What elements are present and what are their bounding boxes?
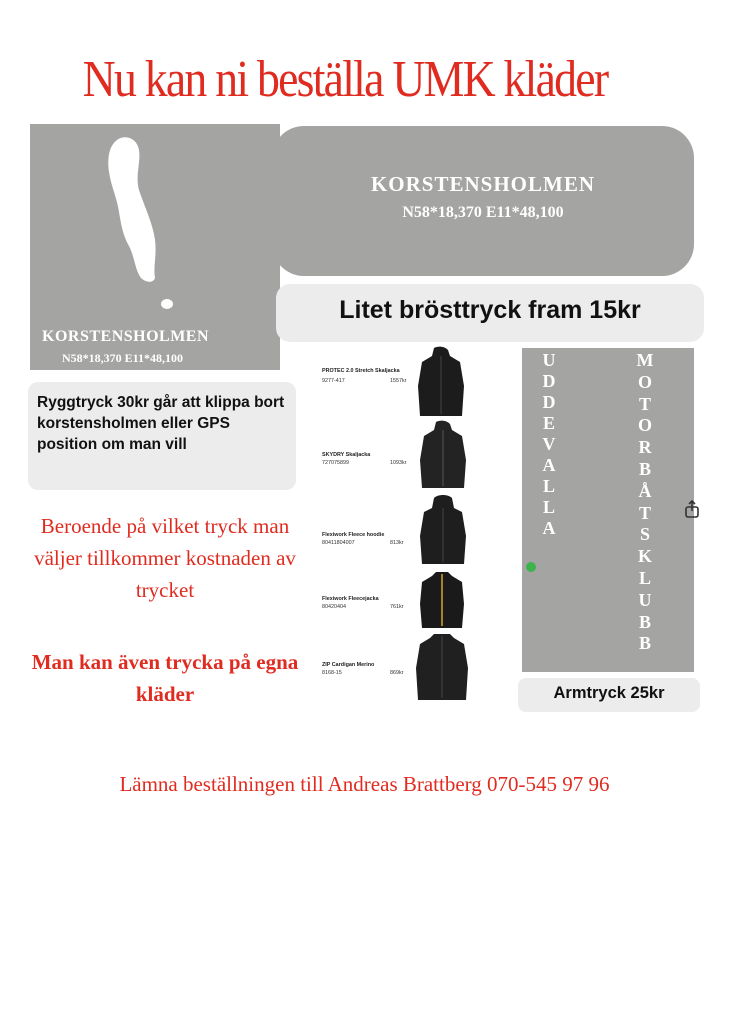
product-price: 761kr (390, 604, 404, 610)
club-letter: B (638, 611, 651, 632)
product-name: Flexiwork Fleecejacka (322, 596, 379, 602)
sponsor-logo (526, 562, 536, 572)
club-letter: M (636, 350, 654, 370)
print-cost-note: Beroende på vilket tryck man väljer tillkommer kostnaden av trycket (34, 514, 296, 602)
club-letter: D (542, 392, 556, 412)
arm-print-label: Armtryck 25kr (553, 684, 665, 702)
chest-print-label: Litet brösttryck fram 15kr (339, 296, 641, 324)
club-letter: O (637, 415, 652, 436)
club-letter: K (637, 546, 652, 567)
product-name: PROTEC 2.0 Stretch Skaljacka (322, 368, 400, 374)
club-letter: L (638, 567, 651, 588)
club-letter: U (638, 589, 652, 610)
club-letter: Å (638, 480, 652, 501)
product-price: 1093kr (390, 460, 407, 466)
club-letter: O (637, 371, 652, 392)
product-code: 9277-417 (322, 378, 345, 384)
share-icon[interactable] (684, 500, 700, 518)
product-name: SKYDRY Skaljacka (322, 452, 371, 458)
own-clothes-note: Man kan även trycka på egna kläder (31, 650, 299, 706)
club-letter: A (542, 455, 556, 475)
club-name-right-column (634, 350, 656, 655)
product-code: 80411804007 (322, 540, 355, 546)
island-map-icon (95, 132, 175, 322)
banner-coordinates: N58*18,370 E11*48,100 (402, 204, 564, 221)
banner-title: KORSTENSHOLMEN (370, 172, 596, 196)
club-letter: S (639, 524, 650, 545)
fleece-jacket-icon (418, 570, 466, 630)
product-name: ZIP Cardigan Merino (322, 662, 375, 668)
island-coordinates: N58*18,370 E11*48,100 (62, 351, 184, 365)
club-letter: L (542, 476, 555, 496)
headline: Nu kan ni beställa UMK kläder (82, 51, 608, 108)
club-letter: E (542, 413, 555, 433)
island-name: KORSTENSHOLMEN (42, 328, 210, 345)
club-letter: U (542, 350, 556, 370)
jacket-icon (416, 420, 468, 490)
club-name-left-column (538, 350, 560, 539)
back-print-text: Ryggtryck 30kr går att klippa bort korstensholmen eller GPS position om man vill (37, 394, 285, 453)
product-name: Flexiwork Fleece hoodie (322, 532, 385, 538)
product-price: 869kr (390, 670, 404, 676)
product-price: 813kr (390, 540, 404, 546)
club-letter: B (638, 633, 651, 654)
club-letter: D (542, 371, 556, 391)
product-price: 1557kr (390, 378, 407, 384)
club-letter: R (638, 437, 652, 458)
product-code: 727075899 (322, 460, 349, 466)
product-code: 80420404 (322, 604, 346, 610)
cardigan-icon (414, 632, 470, 702)
club-letter: T (638, 502, 651, 523)
order-contact: Lämna beställningen till Andreas Brattberg 070-545 97 96 (119, 772, 610, 796)
hoodie-icon (416, 494, 468, 566)
club-letter: A (542, 518, 556, 538)
product-code: 8168-15 (322, 670, 342, 676)
club-letter: L (542, 497, 555, 517)
jacket-icon (414, 346, 466, 418)
club-letter: V (542, 434, 556, 454)
club-letter: T (638, 393, 651, 414)
banner-panel (272, 126, 694, 276)
club-letter: B (638, 458, 651, 479)
